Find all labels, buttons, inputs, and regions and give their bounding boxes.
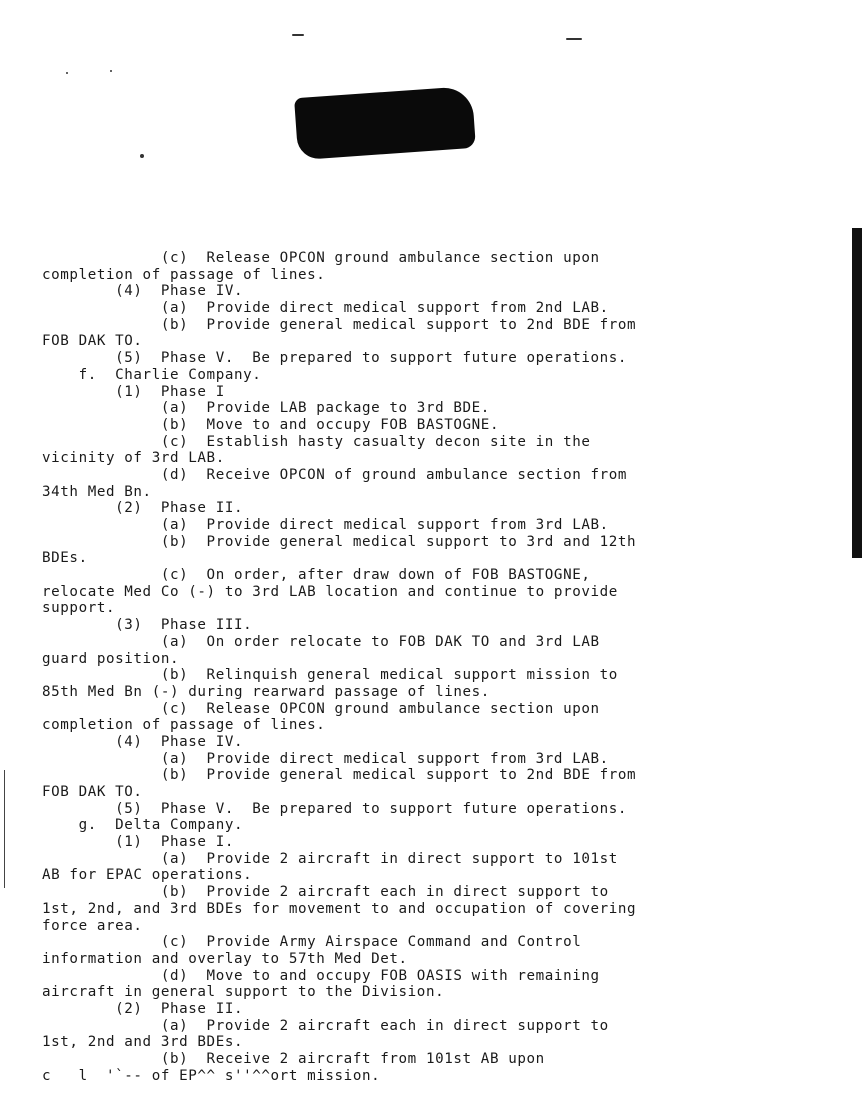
scan-speck [110, 70, 112, 72]
text-line: f. Charlie Company. [42, 366, 262, 383]
text-line: (a) Provide 2 aircraft in direct support to 101st [42, 850, 618, 867]
text-line: (c) On order, after draw down of FOB BASTOGNE, [42, 567, 591, 584]
text-line: (c) Establish hasty casualty decon site in the [42, 433, 591, 450]
text-line: support. [42, 600, 116, 617]
text-line: (a) Provide direct medical support from 3rd LAB. [42, 517, 609, 533]
text-line: (5) Phase V. Be prepared to support future operations. [42, 800, 628, 817]
text-line: (a) Provide direct medical support from 2nd LAB. [42, 300, 609, 317]
scan-speck [66, 72, 68, 74]
text-line: completion of passage of lines. [42, 717, 326, 734]
text-line: (b) Receive 2 aircraft from 101st AB upon [42, 1051, 545, 1067]
text-line: (b) Relinquish general medical support mission to [42, 667, 618, 684]
text-line: vicinity of 3rd LAB. [42, 450, 225, 467]
text-line: (a) Provide LAB package to 3rd BDE. [42, 400, 490, 417]
text-line: 1st, 2nd and 3rd BDEs. [42, 1034, 244, 1051]
text-line: (2) Phase II. [42, 1000, 244, 1017]
text-line: (a) Provide direct medical support from 3rd LAB. [42, 750, 609, 767]
text-line: AB for EPAC operations. [42, 867, 253, 884]
text-line: (4) Phase IV. [42, 733, 244, 750]
text-line: (a) Provide 2 aircraft each in direct support to [42, 1017, 609, 1034]
text-line: (b) Provide general medical support to 2nd BDE from [42, 316, 637, 333]
text-line: (b) Move to and occupy FOB BASTOGNE. [42, 416, 500, 433]
text-line: information and overlay to 57th Med Det. [42, 950, 408, 967]
scan-speck [292, 34, 304, 36]
scan-speck [140, 154, 144, 158]
text-line: (d) Receive OPCON of ground ambulance section from [42, 466, 628, 483]
text-line: (1) Phase I. [42, 834, 234, 851]
text-line: (b) Provide general medical support to 3rd and 12th [42, 533, 637, 550]
text-line: 1st, 2nd, and 3rd BDEs for movement to and occupation of covering [42, 900, 637, 917]
redaction-block [294, 86, 476, 160]
text-line: (c) Provide Army Airspace Command and Control [42, 934, 582, 951]
text-line: (5) Phase V. Be prepared to support future operations. [42, 350, 628, 367]
text-line: (b) Provide 2 aircraft each in direct support to [42, 884, 609, 901]
text-line: c l '`-- of EP^^ s''^^ort mission. [42, 1067, 381, 1084]
scan-edge-bar [852, 228, 862, 558]
text-line: guard position. [42, 650, 180, 667]
text-line: (d) Move to and occupy FOB OASIS with remaining [42, 967, 600, 984]
text-line: BDEs. [42, 550, 88, 567]
text-line: (c) Release OPCON ground ambulance section upon [42, 250, 600, 266]
text-line: relocate Med Co (-) to 3rd LAB location and continue to provide [42, 583, 618, 600]
text-line: 34th Med Bn. [42, 483, 152, 500]
text-line: (1) Phase I [42, 383, 225, 400]
text-line: g. Delta Company. [42, 817, 244, 834]
text-line: (3) Phase III. [42, 617, 253, 634]
margin-mark [4, 770, 5, 888]
text-line: completion of passage of lines. [42, 266, 326, 283]
text-line: (a) On order relocate to FOB DAK TO and 3rd LAB [42, 633, 600, 650]
document-body [42, 250, 842, 1084]
text-line: 85th Med Bn (-) during rearward passage of lines. [42, 683, 490, 700]
text-line: (2) Phase II. [42, 500, 244, 517]
text-line: force area. [42, 917, 143, 934]
scan-speck [566, 38, 582, 40]
text-line: FOB DAK TO. [42, 784, 143, 800]
text-line: (c) Release OPCON ground ambulance section upon [42, 700, 600, 717]
text-line: (4) Phase IV. [42, 283, 244, 300]
text-line: FOB DAK TO. [42, 333, 143, 350]
text-line: (b) Provide general medical support to 2nd BDE from [42, 767, 637, 784]
text-line: aircraft in general support to the Division. [42, 984, 445, 1001]
